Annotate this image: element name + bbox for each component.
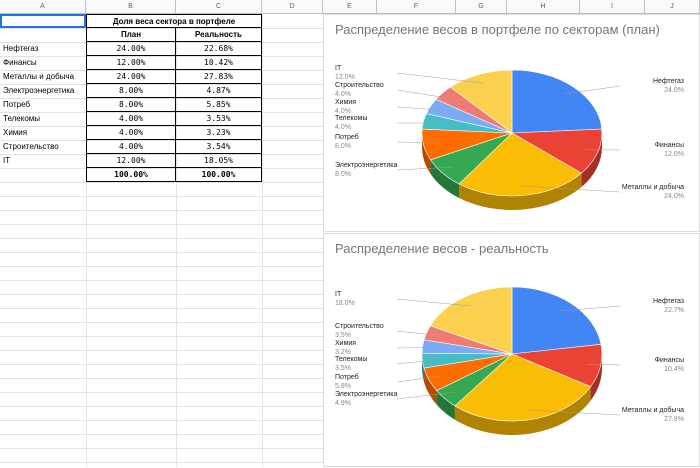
slice-label-name: Финансы bbox=[655, 142, 684, 149]
sector-label[interactable]: Металлы и добыча bbox=[0, 70, 86, 84]
real-value[interactable]: 22.68% bbox=[176, 42, 262, 56]
sector-label[interactable]: Химия bbox=[0, 126, 86, 140]
grid-line bbox=[0, 378, 323, 379]
grid-line bbox=[0, 238, 323, 239]
slice-label-name: Металлы и добыча bbox=[622, 183, 684, 191]
chart-plan-svg bbox=[324, 15, 700, 233]
slice-label-name: Химия bbox=[335, 99, 356, 106]
grid-line bbox=[0, 266, 323, 267]
slice-label-name: Строительство bbox=[335, 323, 384, 330]
grid-line bbox=[0, 322, 323, 323]
pie-slice-0[interactable] bbox=[512, 287, 601, 354]
grid-line bbox=[0, 196, 323, 197]
table-title[interactable]: Доля веса сектора в портфеле bbox=[86, 14, 262, 28]
real-value[interactable]: 4.87% bbox=[176, 84, 262, 98]
plan-value[interactable]: 12.00% bbox=[86, 154, 176, 168]
column-header-f[interactable]: F bbox=[377, 0, 456, 14]
grid-line bbox=[262, 14, 263, 467]
slice-label-value: 18.0% bbox=[335, 300, 355, 307]
header-plan[interactable]: План bbox=[86, 28, 176, 42]
column-header-c[interactable]: C bbox=[176, 0, 262, 14]
chart-plan[interactable] bbox=[323, 14, 700, 232]
plan-value[interactable]: 4.00% bbox=[86, 126, 176, 140]
real-value[interactable]: 18.05% bbox=[176, 154, 262, 168]
slice-label-value: 3.5% bbox=[335, 365, 351, 372]
slice-label-value: 3.5% bbox=[335, 332, 351, 339]
real-value[interactable]: 27.83% bbox=[176, 70, 262, 84]
sector-label[interactable]: Строительство bbox=[0, 140, 86, 154]
sector-label[interactable]: Потреб bbox=[0, 98, 86, 112]
sector-label[interactable]: Телекомы bbox=[0, 112, 86, 126]
plan-value[interactable]: 4.00% bbox=[86, 112, 176, 126]
slice-label-name: Металлы и добыча bbox=[622, 406, 684, 414]
total-plan[interactable]: 100.00% bbox=[86, 168, 176, 182]
grid-line bbox=[0, 448, 323, 449]
plan-value[interactable]: 4.00% bbox=[86, 140, 176, 154]
column-header-b[interactable]: B bbox=[86, 0, 176, 14]
slice-label-value: 5.8% bbox=[335, 383, 351, 390]
sector-label[interactable]: Нефтегаз bbox=[0, 42, 86, 56]
column-header-a[interactable]: A bbox=[0, 0, 86, 14]
real-value[interactable]: 5.85% bbox=[176, 98, 262, 112]
slice-label-value: 27.8% bbox=[664, 416, 684, 423]
slice-label-value: 3.2% bbox=[335, 349, 351, 356]
grid-line bbox=[0, 364, 323, 365]
column-header-d[interactable]: D bbox=[262, 0, 323, 14]
slice-label-name: Электроэнергетика bbox=[335, 162, 398, 169]
grid-line bbox=[0, 462, 323, 463]
grid-line bbox=[0, 392, 323, 393]
slice-label-name: IT bbox=[335, 65, 342, 72]
slice-label-name: Химия bbox=[335, 340, 356, 347]
plan-value[interactable]: 24.00% bbox=[86, 42, 176, 56]
slice-label-value: 12.0% bbox=[335, 74, 355, 81]
real-value[interactable]: 3.53% bbox=[176, 112, 262, 126]
sector-label[interactable]: Финансы bbox=[0, 56, 86, 70]
slice-label-name: Электроэнергетика bbox=[335, 391, 398, 398]
slice-label-name: Потреб bbox=[335, 133, 359, 141]
slice-label-value: 4.0% bbox=[335, 91, 351, 98]
real-value[interactable]: 10.42% bbox=[176, 56, 262, 70]
column-header-i[interactable]: I bbox=[580, 0, 645, 14]
header-real[interactable]: Реальность bbox=[176, 28, 262, 42]
pie-slice-0[interactable] bbox=[512, 70, 602, 133]
slice-label-value: 8.0% bbox=[335, 143, 351, 150]
real-value[interactable]: 3.23% bbox=[176, 126, 262, 140]
slice-label-name: Нефтегаз bbox=[653, 78, 684, 85]
slice-label-name: Телекомы bbox=[335, 356, 367, 363]
slice-label-value: 10.4% bbox=[664, 366, 684, 373]
slice-label-name: Потреб bbox=[335, 373, 359, 381]
chart-plan-title: Распределение весов в портфеле по секторам (план) bbox=[335, 22, 660, 37]
sector-label[interactable]: IT bbox=[0, 154, 86, 168]
slice-label-value: 12.0% bbox=[664, 151, 684, 158]
grid-line bbox=[0, 210, 323, 211]
grid-line bbox=[0, 224, 323, 225]
column-header-h[interactable]: H bbox=[507, 0, 580, 14]
plan-value[interactable]: 8.00% bbox=[86, 84, 176, 98]
plan-value[interactable]: 12.00% bbox=[86, 56, 176, 70]
chart-real-svg bbox=[324, 234, 700, 468]
slice-label-value: 4.9% bbox=[335, 400, 351, 407]
grid-line bbox=[0, 420, 323, 421]
grid-line bbox=[0, 182, 323, 183]
slice-label-value: 4.0% bbox=[335, 124, 351, 131]
slice-label-value: 24.0% bbox=[664, 87, 684, 94]
grid-line bbox=[0, 294, 323, 295]
slice-label-name: IT bbox=[335, 291, 342, 298]
column-header-g[interactable]: G bbox=[456, 0, 507, 14]
grid-line bbox=[0, 308, 323, 309]
grid-line bbox=[0, 434, 323, 435]
selected-cell-a1[interactable] bbox=[0, 14, 86, 28]
slice-label-value: 22.7% bbox=[664, 307, 684, 314]
chart-real-title: Распределение весов - реальность bbox=[335, 241, 549, 256]
grid-line bbox=[0, 350, 323, 351]
slice-label-name: Телекомы bbox=[335, 115, 367, 122]
real-value[interactable]: 3.54% bbox=[176, 140, 262, 154]
column-header-j[interactable]: J bbox=[645, 0, 700, 14]
grid-line bbox=[0, 406, 323, 407]
slice-label-name: Строительство bbox=[335, 82, 384, 89]
plan-value[interactable]: 8.00% bbox=[86, 98, 176, 112]
slice-label-value: 8.0% bbox=[335, 171, 351, 178]
slice-label-value: 24.0% bbox=[664, 193, 684, 200]
column-header-e[interactable]: E bbox=[323, 0, 377, 14]
plan-value[interactable]: 24.00% bbox=[86, 70, 176, 84]
grid-line bbox=[0, 336, 323, 337]
slice-label-name: Финансы bbox=[655, 357, 684, 364]
chart-real[interactable] bbox=[323, 233, 700, 467]
sector-label[interactable]: Электроэнергетика bbox=[0, 84, 86, 98]
total-real[interactable]: 100.00% bbox=[176, 168, 262, 182]
grid-line bbox=[0, 252, 323, 253]
grid-line bbox=[0, 280, 323, 281]
slice-label-name: Нефтегаз bbox=[653, 298, 684, 305]
slice-label-value: 4.0% bbox=[335, 108, 351, 115]
